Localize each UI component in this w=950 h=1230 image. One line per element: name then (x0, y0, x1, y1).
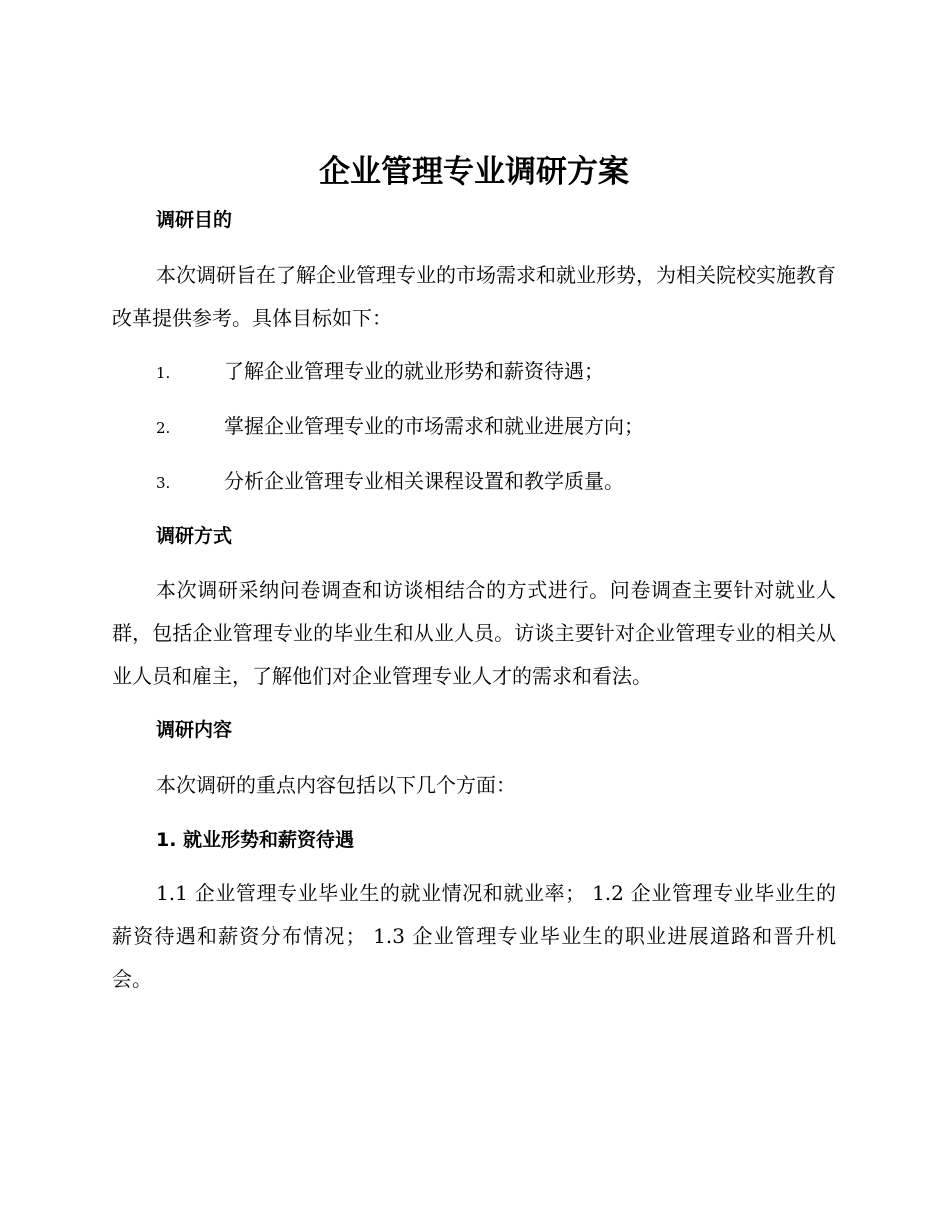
list-item-text: 了解企业管理专业的就业形势和薪资待遇； (224, 359, 604, 383)
list-item-number: 1. (156, 364, 171, 382)
section-heading-purpose: 调研目的 (156, 209, 233, 231)
list-item-text: 掌握企业管理专业的市场需求和就业进展方向； (224, 414, 644, 438)
section-heading-method: 调研方式 (156, 525, 233, 547)
content-detail-paragraph: 1.1 企业管理专业毕业生的就业情况和就业率； 1.2 企业管理专业毕业生的薪资待遇和薪资分布情况； 1.3 企业管理专业毕业生的职业进展道路和晋升机会。 (112, 881, 836, 991)
section-heading-content: 调研内容 (156, 719, 233, 741)
list-item-text: 分析企业管理专业相关课程设置和教学质量。 (224, 469, 624, 493)
list-item-number: 3. (156, 474, 171, 492)
document-title: 企业管理专业调研方案 (319, 154, 629, 190)
list-item-number: 2. (156, 419, 171, 437)
subheading-employment: 1. 就业形势和薪资待遇 (156, 829, 355, 851)
method-paragraph: 本次调研采纳问卷调查和访谈相结合的方式进行。问卷调查主要针对就业人群，包括企业管理专业的毕业生和从业人员。访谈主要针对企业管理专业的相关从业人员和雇主，了解他们对企业管理专业人才的需求和看法。 (112, 578, 836, 688)
content-intro-paragraph: 本次调研的重点内容包括以下几个方面： (156, 773, 516, 797)
document-page (112, 0, 836, 1230)
list-item (156, 356, 836, 388)
purpose-intro-paragraph: 本次调研旨在了解企业管理专业的市场需求和就业形势，为相关院校实施教育改革提供参考。具体目标如下： (112, 263, 836, 330)
list-item (156, 466, 836, 498)
list-item (156, 411, 836, 443)
